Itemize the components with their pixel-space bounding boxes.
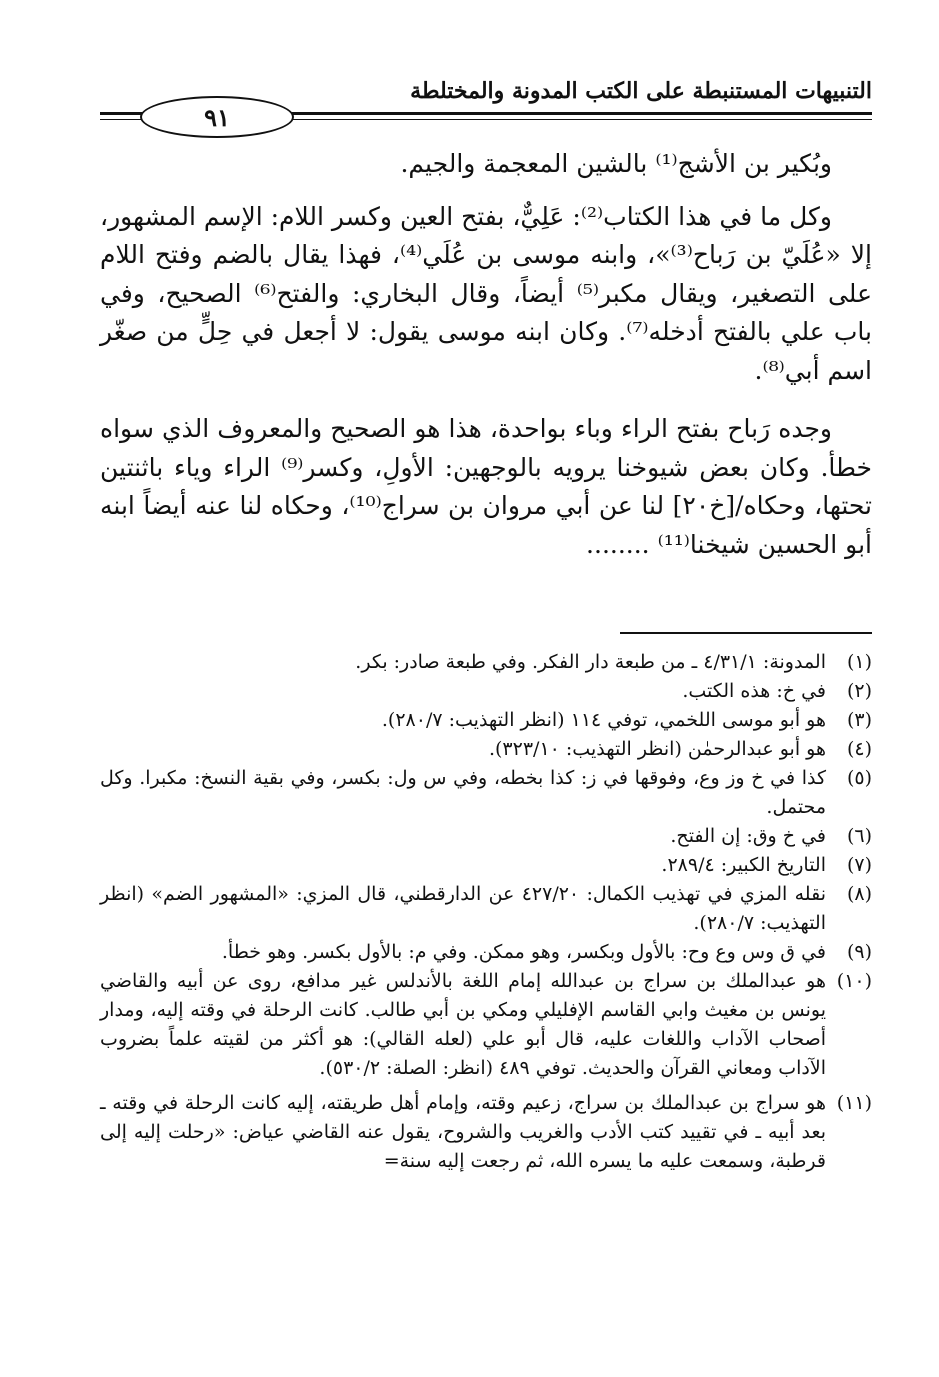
footnote-text: كذا في خ وز وع، وفوقها في ز: كذا بخطه، وفي س ول: بكسر، وفي بقية النسخ: مكبرا. وكل محتمل. (100, 767, 826, 818)
footnote-text: في خ: هذه الكتب. (682, 680, 826, 702)
footnote-number: (١٠) (836, 970, 872, 992)
footnote-text: نقله المزي في تهذيب الكمال: ٤٢٧/٢٠ عن الدارقطني، قال المزي: «المشهور الضم» (انظر التهذيب: ٢٨٠/٧). (100, 883, 826, 934)
paragraph: وجده رَباح بفتح الراء وباء بواحدة، هذا هو الصحيح والمعروف الذي سواه خطأ. وكان بعض شيوخنا يرويه بالوجهين: الأولِ، وكسر⁽⁹⁾ الراء وياء باثنتين تحتها، وحكاه/[خ٢٠] لنا عن أبي مروان بن سراج⁽¹⁰⁾، وحكاه لنا عنه أيضاً ابنه أبو الحسين شيخنا⁽¹¹⁾ ........ (100, 414, 873, 559)
footnote (100, 880, 872, 938)
footnote-text: هو أبو موسى اللخمي، توفي ١١٤ (انظر التهذيب: ٢٨٠/٧). (381, 709, 826, 731)
footnote-number: (٣) (846, 709, 872, 731)
footnote-number: (٨) (846, 883, 872, 905)
footnote-number: (٥) (846, 767, 872, 789)
footnote (100, 851, 872, 880)
footnote-text: في خ وق: إن الفتح. (670, 825, 826, 847)
footnote-number: (٦) (846, 825, 872, 847)
footnote-number: (٢) (846, 680, 872, 702)
footnote (100, 938, 872, 967)
footnote (100, 735, 872, 764)
footnote-text: هو عبدالملك بن سراج بن عبدالله إمام اللغة بالأندلس غير مدافع، روى عن أبيه والقاضي يونس بن مغيث وابي القاسم الإفليلي ومكي بن أبي طالب. كانت الرحلة في وقته إليه، ومدار أصحاب الآداب واللغات عليه، قال أبو علي (لعله القالي): هو أكثر من لقيته علماً بضروب الآداب ومعاني القرآن والحديث. توفي ٤٨٩ (انظر: الصلة: ٥٣٠/٢). (100, 970, 826, 1079)
main-text (100, 145, 872, 584)
footnote (100, 967, 872, 1083)
footnote (100, 677, 872, 706)
footnote-text: هو سراج بن عبدالملك بن سراج، زعيم وقته، وإمام أهل طريقته، إليه كانت الرحلة في وقته ـ بعد أبيه ـ في تقييد كتب الأدب والغريب والشروح، يقول عنه القاضي عياض: «رحلت إليه إلى قرطبة، وسمعت عليه ما يسره الله، ثم رجعت إليه سنة= (100, 1092, 826, 1172)
footnote (100, 822, 872, 851)
footnotes (100, 648, 872, 1176)
footnote (100, 706, 872, 735)
footnote-text: في ق وس وع وح: بالأول وبكسر، وهو ممكن. وفي م: بالأول بكسر. وهو خطأ. (221, 941, 826, 963)
footnote-number: (١) (846, 651, 872, 673)
footnote-text: هو أبو عبدالرحمٰن (انظر التهذيب: ٣٢٣/١٠). (488, 738, 826, 760)
running-title: التنبيهات المستنبطة على الكتب المدونة والمختلطة (410, 78, 872, 104)
page-number-oval (140, 96, 294, 138)
footnote (100, 648, 872, 677)
page-number: ٩١ (204, 102, 230, 132)
paragraph: وكل ما في هذا الكتاب⁽²⁾: عَلِيٌّ، بفتح العين وكسر اللام: الإسم المشهور، إلا «عُلَيّ بن رَباح⁽³⁾»، وابنه موسى بن عُلَي⁽⁴⁾، فهذا يقال بالضم وفتح اللام على التصغير، ويقال مكبر⁽⁵⁾ أيضاً، وقال البخاري: والفتح⁽⁶⁾ الصحيح، وفي باب علي بالفتح أدخله⁽⁷⁾. وكان ابنه موسى يقول: لا أجعل في حِلٍّ من صغّر اسم أبي⁽⁸⁾. (100, 201, 873, 385)
footnote-number: (٤) (846, 738, 872, 760)
footnote (100, 764, 872, 822)
footnote-number: (١١) (836, 1092, 872, 1114)
footnote-number: (٧) (846, 854, 872, 876)
page-header (100, 72, 872, 132)
paragraph: وبُكير بن الأشج⁽¹⁾ بالشين المعجمة والجيم. (400, 149, 832, 178)
footnote-text: المدونة: ٤/٣١/١ ـ من طبعة دار الفكر. وفي طبعة صادر: بكر. (355, 651, 826, 673)
footnote-number: (٩) (846, 941, 872, 963)
footnote (100, 1089, 872, 1176)
footnote-text: التاريخ الكبير: ٢٨٩/٤. (661, 854, 826, 876)
footnote-separator (620, 632, 872, 634)
